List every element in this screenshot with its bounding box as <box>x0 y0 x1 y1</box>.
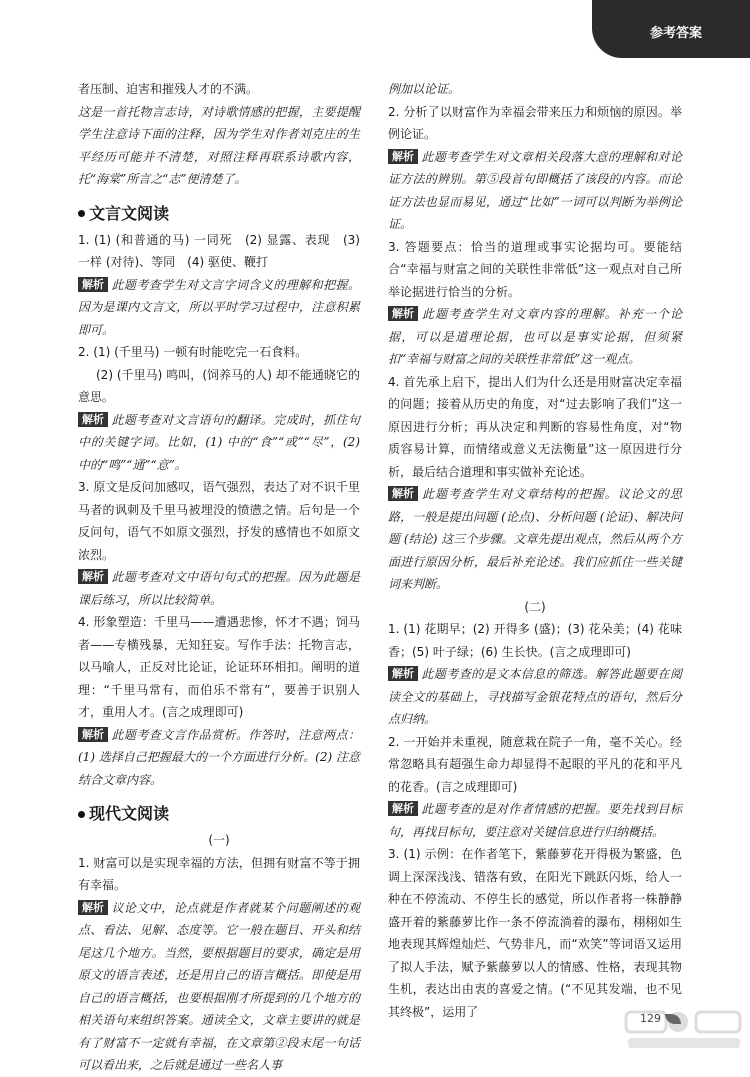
answer-item: 1. 财富可以是实现幸福的方法，但拥有财富不等于拥有幸福。 <box>78 855 360 892</box>
analysis-text: 此题考查学生对文言字词含义的理解和把握。因为是课内文言文，所以平时学习过程中，注意积累即可。 <box>78 277 360 337</box>
analysis-tag: 解析 <box>78 277 108 292</box>
analysis-text: 此题考查对文言语句的翻译。完成时，抓住句中的关键字词。比如，(1) 中的“食”“或”“尽”，(2) 中的“鸣”“通”“意”。 <box>78 412 360 472</box>
analysis-paragraph <box>78 566 360 611</box>
analysis-paragraph <box>388 798 682 843</box>
leaf-icon <box>665 1014 681 1024</box>
answer-item: 1. (1) 花期早；(2) 开得多 (盛)；(3) 花朵美；(4) 花味香；(5) 叶子绿；(6) 生长快。(言之成理即可) <box>388 622 682 659</box>
page-number-area <box>640 1012 681 1025</box>
analysis-paragraph <box>388 663 682 731</box>
analysis-text: 议论文中，论点就是作者就某个问题阐述的观点、看法、见解、态度等。它一般在题目、开头和结尾这几个地方。当然，要根据题目的要求，确定是用原文的语言表述，还是用自己的语言概括。即使是用自己的语言概括，也要根据刚才所提到的几个地方的相关语句来组织答案。通读全文，文章主要讲的就是有了财富不一定就有幸福，在文章第②段末尾一句话可以看出来，之后就是通过一些名人事 <box>78 900 360 1072</box>
answer-item: (2) (千里马) 鸣叫，(饲养马的人) 却不能通晓它的意思。 <box>78 367 360 404</box>
analysis-tag: 解析 <box>388 801 418 816</box>
section-heading-modern <box>78 801 360 827</box>
left-column <box>78 78 360 1077</box>
analysis-tag: 解析 <box>388 486 418 501</box>
analysis-text: 此题考查对文中语句句式的把握。因为此题是课后练习，所以比较简单。 <box>78 570 360 607</box>
answer-item: 3. (1) 示例：在作者笔下，紫藤萝花开得极为繁盛，色调上深深浅浅、错落有致，在阳光下跳跃闪烁，给人一种在不停流动、不停生长的感觉，所以作者将一株静静盛开着的紫藤萝比作一条不停流淌着的瀑布，栩栩如生地表现其辉煌灿烂、气势非凡，而“欢笑”等词语又运用了拟人手法，赋予紫藤萝以人的情感、性格，表现其物生机，表达出由衷的喜爱之情。(“不见其发端，也不见其终极”，运用了 <box>388 847 682 1019</box>
watermark-logo <box>618 1008 748 1052</box>
bullet-icon <box>78 811 85 818</box>
analysis-tag: 解析 <box>78 412 108 427</box>
analysis-paragraph <box>78 101 360 191</box>
analysis-label: 这是一首托物言志诗，对诗歌情感的把握，主要提醒学生注意诗下面的注释，因为学生对作者刘克庄的生平经历可能并不清楚，对照注释再联系诗歌内容，托“海棠”所言之“志”便清楚了。 <box>78 104 360 186</box>
answer-item: 4. 形象塑造：千里马——遭遇悲惨，怀才不遇；饲马者——专横残暴，无知狂妄。写作手法：托物言志，以马喻人，正反对比论证，论证环环相扣。阐明的道理：“千里马常有，而伯乐不常有”，要善于识别人才，重用人才。(言之成理即可) <box>78 615 360 719</box>
analysis-tag: 解析 <box>78 727 108 742</box>
analysis-tag: 解析 <box>78 900 108 915</box>
part-label: (一) <box>208 833 230 847</box>
bullet-icon <box>78 210 85 217</box>
analysis-text: 此题考查的是文本信息的筛选。解答此题要在阅读全文的基础上，寻找描写金银花特点的语句，然后分点归纳。 <box>388 667 682 726</box>
analysis-text: 此题考查学生对文章内容的理解。补充一个论据，可以是道理论据，也可以是事实论据，但须紧扣“幸福与财富之间的关联性非常低”这一观点。 <box>388 307 682 366</box>
section-title: 文言文阅读 <box>89 203 170 223</box>
answer-item: 1. (1) (和普通的马) 一同死 (2) 显露、表现 (3) 一样 (对待)、等同 (4) 驱使、鞭打 <box>78 232 360 269</box>
right-column <box>388 78 682 1023</box>
analysis-paragraph <box>78 897 360 1077</box>
analysis-paragraph <box>78 409 360 477</box>
analysis-tag: 解析 <box>388 149 418 164</box>
analysis-tag: 解析 <box>388 666 418 681</box>
analysis-text: 此题考查学生对文章结构的把握。议论文的思路，一般是提出问题 (论点)、分析问题 (论证)、解决问题 (结论) 这三个步骤。文章先提出观点，然后从两个方面进行原因分析，最后补充论述。我们应抓住一些关键词来判断。 <box>388 487 682 591</box>
answer-item: 4. 首先承上启下，提出人们为什么还是用财富决定幸福的问题；接着从历史的角度，对“过去影响了我们”这一原因进行分析；再从决定和判断的容易性角度，对“物质容易计算，而情绪或意义无法衡量”这一原因进行分析，最后结合道理和事实做补充论述。 <box>388 374 682 479</box>
section-heading-classical <box>78 201 360 227</box>
answer-item: 3. 原文是反问加感叹，语气强烈，表达了对不识千里马者的讽刺及千里马被埋没的愤懑之情。后句是一个反问句，语气不如原文强烈，抒发的感情也不如原文浓烈。 <box>78 480 360 562</box>
section-title: 现代文阅读 <box>89 804 170 823</box>
analysis-text: 此题考查的是对作者情感的把握。要先找到目标句，再找目标句，要注意对关键信息进行归纳概括。 <box>388 802 682 839</box>
answer-item: 3. 答题要点：恰当的道理或事实论据均可。要能结合“幸福与财富之间的关联性非常低”这一观点对自己所举论据进行恰当的分析。 <box>388 239 682 299</box>
section-header-tab <box>592 0 750 58</box>
paragraph: 者压制、迫害和摧残人才的不满。 <box>78 82 259 96</box>
answer-item: 2. 一开始并未重视，随意栽在院子一角，毫不关心。经常忽略具有超强生命力却显得不起眼的平凡的花和平凡的花香。(言之成理即可) <box>388 734 682 794</box>
answer-item: 2. (1) (千里马) 一顿有时能吃完一石食料。 <box>78 345 308 359</box>
analysis-paragraph <box>388 483 682 596</box>
header-title: 参考答案 <box>649 26 702 41</box>
analysis-text: 此题考查文言作品赏析。作答时，注意两点：(1) 选择自己把握最大的一个方面进行分析。(2) 注意结合文章内容。 <box>78 727 360 787</box>
analysis-text: 此题考查学生对文章相关段落大意的理解和对论证方法的辨别。第⑤段首句即概括了该段的内容。而论证方法也显而易见，通过“比如”一词可以判断为举例论证。 <box>388 149 682 231</box>
analysis-paragraph <box>388 146 682 236</box>
analysis-paragraph <box>78 274 360 342</box>
analysis-paragraph <box>388 303 682 371</box>
analysis-paragraph <box>78 724 360 792</box>
analysis-tag: 解析 <box>78 569 108 584</box>
analysis-paragraph: 例加以论证。 <box>388 82 461 96</box>
part-label: (二) <box>524 599 546 614</box>
page-number: 129 <box>640 1012 661 1025</box>
answer-item: 2. 分析了以财富作为幸福会带来压力和烦恼的原因。举例论证。 <box>388 104 682 141</box>
analysis-tag: 解析 <box>388 306 418 321</box>
